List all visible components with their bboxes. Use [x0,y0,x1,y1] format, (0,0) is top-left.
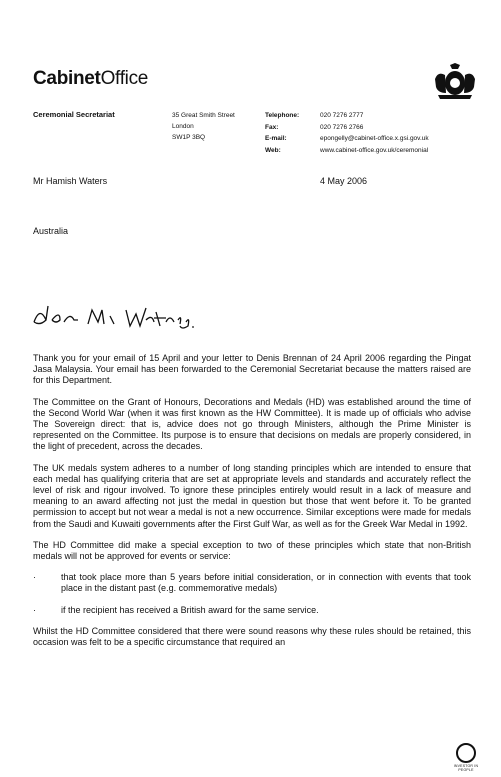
address-line: 35 Great Smith Street [172,112,235,119]
bullet-marker: · [33,572,36,583]
contact-details [265,110,429,156]
recipient-country: Australia [33,226,69,236]
email-row: E-mail: epongelly@cabinet-office.x.gsi.gov.uk [265,135,429,142]
investor-in-people-icon [446,742,486,764]
letter-date: 4 May 2006 [320,176,368,186]
body-paragraph: Whilst the HD Committee considered that there were sound reasons why these rules should be retained, this occasion was felt to be a specific circumstance that required an [33,625,471,648]
letter-body [33,353,471,658]
address-line: SW1P 3BQ [172,134,206,141]
bullet-item: · if the recipient has received a British award for the same service. [33,604,319,615]
department-name: Ceremonial Secretariat [33,110,115,119]
recipient-name: Mr Hamish Waters [33,176,108,186]
postal-address [172,110,235,143]
telephone-row: Telephone: 020 7276 2777 [265,112,364,119]
body-paragraph: The HD Committee did make a special exception to two of these principles which state that non-British medals will not be approved for events or service: [33,539,471,562]
investor-in-people-logo: INVESTOR IN PEOPLE [446,742,486,772]
body-paragraph: Thank you for your email of 15 April and your letter to Denis Brennan of 24 April 2006 regarding the Pingat Jasa Malaysia. Your email has been forwarded to the Ceremonial Secretariat because the matters raised are for this Department. [33,353,471,386]
fax-row: Fax: 020 7276 2766 [265,123,364,131]
cabinet-office-logo: CabinetOffice [33,68,149,89]
address-line: London [172,123,194,130]
body-paragraph: The Committee on the Grant of Honours, Decorations and Medals (HD) was established around the time of the Second World War (when it was first known as the HW Committee). It is made up of officials who advise The Sovereign direct: that is, advice does not go through Ministers, although the Prime Minister is represented on the Committee. Its purpose is to ensure that decisions on medals are properly considered, in the light of precedent, across the decades. [33,396,471,452]
royal-crest-icon [432,63,478,103]
body-paragraph: The UK medals system adheres to a number of long standing principles which are intended to ensure that each medal has qualifying criteria that are set at appropriate levels and standards and accurately reflect the level of risk and rigour involved. To ignore these principles entirely would result in a lack of measure and meaning to an award affecting not just the medal in question but those that went before it. To be granted permission to accept but not wear a medal is not a new occurrence. Similar exceptions were made for medals from the Saudi and Kuwaiti governments after the First Gulf War, as well as for the Greek War Medal in 1992. [33,462,471,529]
bullet-marker: · [33,604,36,615]
web-row: Web: www.cabinet-office.gov.uk/ceremonial [265,146,429,154]
bullet-item: · that took place more than 5 years before initial consideration, or in connection with events that took place in the distant past (e.g. commemorative medals) [33,572,471,594]
handwritten-salutation [30,300,200,334]
